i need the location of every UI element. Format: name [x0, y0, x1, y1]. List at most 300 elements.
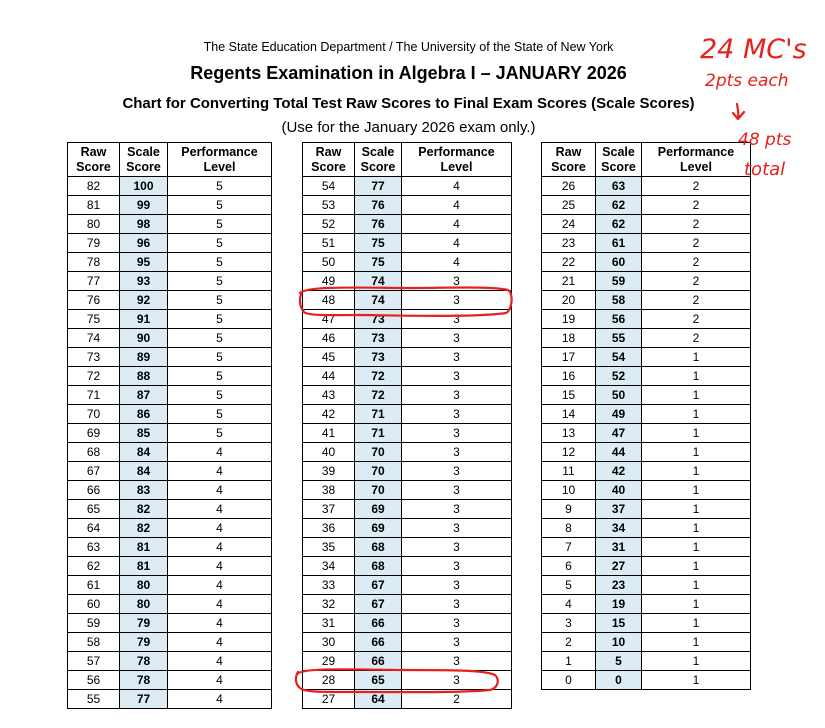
table-row — [542, 652, 751, 671]
table-row — [542, 424, 751, 443]
handwritten-note-total: total — [744, 159, 786, 180]
performance-level-cell: 3 — [402, 500, 512, 519]
scale-score-cell: 58 — [596, 291, 642, 310]
raw-score-cell: 44 — [303, 367, 355, 386]
performance-level-cell: 1 — [642, 652, 751, 671]
scale-score-cell: 71 — [355, 405, 402, 424]
table-row — [542, 614, 751, 633]
performance-level-cell: 1 — [642, 633, 751, 652]
performance-level-cell: 4 — [168, 633, 272, 652]
table-row — [303, 272, 512, 291]
table-row — [542, 196, 751, 215]
performance-level-cell: 4 — [402, 234, 512, 253]
raw-score-cell: 3 — [542, 614, 596, 633]
raw-score-cell: 82 — [68, 177, 120, 196]
scale-score-cell: 74 — [355, 291, 402, 310]
performance-level-cell: 2 — [642, 310, 751, 329]
scale-score-cell: 99 — [120, 196, 168, 215]
scale-score-cell: 15 — [596, 614, 642, 633]
table-row — [68, 462, 272, 481]
scale-score-cell: 62 — [596, 196, 642, 215]
raw-score-cell: 59 — [68, 614, 120, 633]
table-row — [303, 348, 512, 367]
scale-score-cell: 80 — [120, 576, 168, 595]
raw-score-cell: 62 — [68, 557, 120, 576]
raw-score-cell: 10 — [542, 481, 596, 500]
table-row — [303, 595, 512, 614]
handwritten-note-mcs: 24 MC's — [700, 34, 807, 65]
scale-score-cell: 78 — [120, 671, 168, 690]
table-row — [303, 652, 512, 671]
performance-level-cell: 1 — [642, 576, 751, 595]
table-row — [68, 595, 272, 614]
raw-score-cell: 63 — [68, 538, 120, 557]
raw-score-cell: 80 — [68, 215, 120, 234]
table-row — [542, 367, 751, 386]
scale-score-cell: 10 — [596, 633, 642, 652]
performance-level-cell: 1 — [642, 443, 751, 462]
scale-score-cell: 81 — [120, 538, 168, 557]
raw-score-header: Raw Score — [68, 143, 120, 177]
table-row — [68, 576, 272, 595]
table-row — [542, 405, 751, 424]
raw-score-cell: 65 — [68, 500, 120, 519]
table-row — [68, 177, 272, 196]
table-row — [303, 481, 512, 500]
table-row — [542, 253, 751, 272]
scale-score-cell: 78 — [120, 652, 168, 671]
table-row — [542, 215, 751, 234]
scale-score-cell: 56 — [596, 310, 642, 329]
table-row — [303, 177, 512, 196]
department-line: The State Education Department / The University of the State of New York — [203, 40, 614, 54]
scale-score-cell: 100 — [120, 177, 168, 196]
performance-level-cell: 4 — [168, 462, 272, 481]
scale-score-cell: 98 — [120, 215, 168, 234]
scale-score-cell: 19 — [596, 595, 642, 614]
raw-score-header: Raw Score — [542, 143, 596, 177]
table-row — [542, 538, 751, 557]
performance-level-cell: 5 — [168, 291, 272, 310]
raw-score-cell: 7 — [542, 538, 596, 557]
table-row — [68, 443, 272, 462]
table-row — [68, 386, 272, 405]
usage-note: (Use for the January 2026 exam only.) — [281, 119, 536, 136]
scale-score-cell: 74 — [355, 272, 402, 291]
raw-score-cell: 47 — [303, 310, 355, 329]
performance-level-cell: 1 — [642, 386, 751, 405]
performance-level-cell: 2 — [642, 329, 751, 348]
performance-level-cell: 1 — [642, 405, 751, 424]
chart-subtitle: Chart for Converting Total Test Raw Scores to Final Exam Scores (Scale Scores) — [122, 95, 695, 112]
scale-score-cell: 44 — [596, 443, 642, 462]
scale-score-cell: 66 — [355, 652, 402, 671]
table-row — [303, 329, 512, 348]
scale-score-cell: 96 — [120, 234, 168, 253]
raw-score-cell: 73 — [68, 348, 120, 367]
scale-score-cell: 71 — [355, 424, 402, 443]
scale-score-cell: 95 — [120, 253, 168, 272]
table-row — [542, 234, 751, 253]
table-row — [303, 386, 512, 405]
table-row — [542, 462, 751, 481]
performance-level-cell: 3 — [402, 538, 512, 557]
table-row — [68, 291, 272, 310]
raw-score-cell: 81 — [68, 196, 120, 215]
performance-level-cell: 4 — [402, 253, 512, 272]
raw-score-cell: 74 — [68, 329, 120, 348]
scale-score-cell: 79 — [120, 614, 168, 633]
scale-score-cell: 54 — [596, 348, 642, 367]
scale-score-cell: 72 — [355, 386, 402, 405]
performance-level-cell: 3 — [402, 424, 512, 443]
raw-score-cell: 22 — [542, 253, 596, 272]
performance-level-cell: 3 — [402, 481, 512, 500]
conversion-table-2 — [302, 142, 512, 709]
scale-score-cell: 69 — [355, 519, 402, 538]
table-row — [303, 291, 512, 310]
scale-score-cell: 75 — [355, 253, 402, 272]
raw-score-cell: 28 — [303, 671, 355, 690]
table-row — [303, 538, 512, 557]
table-row — [68, 652, 272, 671]
scale-score-cell: 49 — [596, 405, 642, 424]
performance-level-cell: 3 — [402, 367, 512, 386]
scale-score-cell: 76 — [355, 215, 402, 234]
performance-level-cell: 5 — [168, 329, 272, 348]
raw-score-cell: 17 — [542, 348, 596, 367]
scale-score-cell: 79 — [120, 633, 168, 652]
table-row — [68, 196, 272, 215]
raw-score-cell: 54 — [303, 177, 355, 196]
performance-level-cell: 4 — [168, 690, 272, 709]
table-row — [542, 177, 751, 196]
raw-score-cell: 40 — [303, 443, 355, 462]
scale-score-cell: 85 — [120, 424, 168, 443]
table-row — [303, 310, 512, 329]
table-row — [542, 557, 751, 576]
scale-score-cell: 70 — [355, 462, 402, 481]
scale-score-cell: 82 — [120, 500, 168, 519]
raw-score-cell: 27 — [303, 690, 355, 709]
performance-level-cell: 4 — [168, 652, 272, 671]
performance-level-cell: 5 — [168, 348, 272, 367]
table-row — [542, 671, 751, 690]
performance-level-cell: 5 — [168, 253, 272, 272]
raw-score-cell: 71 — [68, 386, 120, 405]
raw-score-cell: 5 — [542, 576, 596, 595]
scale-score-cell: 83 — [120, 481, 168, 500]
raw-score-cell: 53 — [303, 196, 355, 215]
table-row — [542, 443, 751, 462]
scale-score-cell: 66 — [355, 633, 402, 652]
performance-level-cell: 3 — [402, 557, 512, 576]
raw-score-cell: 79 — [68, 234, 120, 253]
performance-level-cell: 5 — [168, 177, 272, 196]
scale-score-cell: 90 — [120, 329, 168, 348]
scale-score-cell: 93 — [120, 272, 168, 291]
table-row — [68, 538, 272, 557]
raw-score-cell: 61 — [68, 576, 120, 595]
scale-score-cell: 91 — [120, 310, 168, 329]
scale-score-cell: 50 — [596, 386, 642, 405]
table-row — [68, 557, 272, 576]
performance-level-cell: 2 — [642, 272, 751, 291]
performance-level-cell: 3 — [402, 614, 512, 633]
table-row — [303, 519, 512, 538]
raw-score-cell: 42 — [303, 405, 355, 424]
table-row — [303, 215, 512, 234]
performance-level-cell: 1 — [642, 481, 751, 500]
table-row — [303, 234, 512, 253]
raw-score-cell: 77 — [68, 272, 120, 291]
performance-level-cell: 3 — [402, 443, 512, 462]
table-row — [542, 329, 751, 348]
performance-level-cell: 4 — [168, 595, 272, 614]
raw-score-cell: 19 — [542, 310, 596, 329]
scale-score-cell: 31 — [596, 538, 642, 557]
scale-score-cell: 40 — [596, 481, 642, 500]
performance-level-cell: 3 — [402, 386, 512, 405]
scale-score-cell: 69 — [355, 500, 402, 519]
scale-score-cell: 73 — [355, 329, 402, 348]
raw-score-cell: 2 — [542, 633, 596, 652]
table-row — [68, 329, 272, 348]
performance-level-cell: 3 — [402, 652, 512, 671]
scale-score-cell: 76 — [355, 196, 402, 215]
performance-level-cell: 1 — [642, 557, 751, 576]
performance-level-cell: 4 — [168, 538, 272, 557]
table-row — [542, 519, 751, 538]
scale-score-cell: 61 — [596, 234, 642, 253]
raw-score-cell: 20 — [542, 291, 596, 310]
raw-score-cell: 12 — [542, 443, 596, 462]
table-row — [542, 291, 751, 310]
table-row — [303, 443, 512, 462]
table-row — [68, 215, 272, 234]
performance-level-cell: 2 — [642, 234, 751, 253]
performance-level-cell: 3 — [402, 405, 512, 424]
table-row — [68, 234, 272, 253]
performance-level-cell: 3 — [402, 519, 512, 538]
raw-score-cell: 37 — [303, 500, 355, 519]
performance-level-cell: 1 — [642, 500, 751, 519]
scale-score-header: Scale Score — [120, 143, 168, 177]
table-row — [68, 405, 272, 424]
performance-level-cell: 1 — [642, 424, 751, 443]
table-row — [303, 576, 512, 595]
table-row — [68, 310, 272, 329]
scale-score-cell: 88 — [120, 367, 168, 386]
raw-score-cell: 56 — [68, 671, 120, 690]
raw-score-cell: 32 — [303, 595, 355, 614]
table-row — [542, 348, 751, 367]
scale-score-cell: 64 — [355, 690, 402, 709]
raw-score-cell: 46 — [303, 329, 355, 348]
table-row — [303, 614, 512, 633]
scale-score-cell: 66 — [355, 614, 402, 633]
raw-score-cell: 36 — [303, 519, 355, 538]
table-row — [68, 348, 272, 367]
scale-score-cell: 55 — [596, 329, 642, 348]
performance-level-cell: 4 — [168, 557, 272, 576]
table-row — [542, 310, 751, 329]
raw-score-cell: 29 — [303, 652, 355, 671]
raw-score-cell: 57 — [68, 652, 120, 671]
raw-score-cell: 38 — [303, 481, 355, 500]
performance-level-cell: 1 — [642, 595, 751, 614]
table-row — [68, 671, 272, 690]
scale-score-cell: 84 — [120, 462, 168, 481]
raw-score-cell: 9 — [542, 500, 596, 519]
scale-score-cell: 0 — [596, 671, 642, 690]
raw-score-cell: 35 — [303, 538, 355, 557]
performance-level-cell: 2 — [642, 215, 751, 234]
performance-level-cell: 1 — [642, 462, 751, 481]
raw-score-header: Raw Score — [303, 143, 355, 177]
scale-score-cell: 34 — [596, 519, 642, 538]
performance-level-cell: 4 — [168, 519, 272, 538]
raw-score-cell: 52 — [303, 215, 355, 234]
performance-level-cell: 4 — [168, 500, 272, 519]
scale-score-cell: 65 — [355, 671, 402, 690]
scale-score-header: Scale Score — [596, 143, 642, 177]
raw-score-cell: 43 — [303, 386, 355, 405]
scale-score-cell: 77 — [120, 690, 168, 709]
table-row — [303, 557, 512, 576]
performance-level-header: Performance Level — [642, 143, 751, 177]
scale-score-cell: 84 — [120, 443, 168, 462]
performance-level-cell: 4 — [402, 215, 512, 234]
performance-level-cell: 5 — [168, 234, 272, 253]
performance-level-cell: 1 — [642, 671, 751, 690]
table-row — [303, 462, 512, 481]
performance-level-cell: 4 — [168, 576, 272, 595]
scale-score-cell: 82 — [120, 519, 168, 538]
scale-score-cell: 67 — [355, 595, 402, 614]
performance-level-cell: 2 — [642, 177, 751, 196]
raw-score-cell: 15 — [542, 386, 596, 405]
table-row — [303, 500, 512, 519]
table-row — [68, 367, 272, 386]
raw-score-cell: 49 — [303, 272, 355, 291]
scale-score-header: Scale Score — [355, 143, 402, 177]
scale-score-cell: 67 — [355, 576, 402, 595]
exam-title: Regents Examination in Algebra I – JANUARY 2026 — [190, 63, 627, 83]
raw-score-cell: 41 — [303, 424, 355, 443]
table-row — [68, 272, 272, 291]
performance-level-cell: 5 — [168, 310, 272, 329]
table-row — [68, 690, 272, 709]
scale-score-cell: 62 — [596, 215, 642, 234]
performance-level-cell: 1 — [642, 614, 751, 633]
scale-score-cell: 23 — [596, 576, 642, 595]
raw-score-cell: 72 — [68, 367, 120, 386]
scale-score-cell: 92 — [120, 291, 168, 310]
scale-score-cell: 80 — [120, 595, 168, 614]
conversion-table-3 — [541, 142, 751, 690]
table-row — [68, 424, 272, 443]
performance-level-cell: 3 — [402, 291, 512, 310]
scale-score-cell: 86 — [120, 405, 168, 424]
raw-score-cell: 58 — [68, 633, 120, 652]
scale-score-cell: 70 — [355, 443, 402, 462]
performance-level-cell: 5 — [168, 424, 272, 443]
scale-score-cell: 68 — [355, 538, 402, 557]
performance-level-cell: 4 — [402, 196, 512, 215]
table-row — [542, 481, 751, 500]
table-row — [68, 481, 272, 500]
scale-score-cell: 63 — [596, 177, 642, 196]
raw-score-cell: 48 — [303, 291, 355, 310]
raw-score-cell: 25 — [542, 196, 596, 215]
raw-score-cell: 13 — [542, 424, 596, 443]
table-row — [542, 272, 751, 291]
table-row — [303, 671, 512, 690]
table-row — [68, 519, 272, 538]
raw-score-cell: 69 — [68, 424, 120, 443]
scale-score-cell: 70 — [355, 481, 402, 500]
performance-level-cell: 5 — [168, 196, 272, 215]
table-row — [68, 614, 272, 633]
raw-score-cell: 75 — [68, 310, 120, 329]
raw-score-cell: 51 — [303, 234, 355, 253]
performance-level-cell: 1 — [642, 348, 751, 367]
scale-score-cell: 77 — [355, 177, 402, 196]
performance-level-header: Performance Level — [168, 143, 272, 177]
table-row — [303, 633, 512, 652]
raw-score-cell: 23 — [542, 234, 596, 253]
scale-score-cell: 68 — [355, 557, 402, 576]
performance-level-cell: 1 — [642, 367, 751, 386]
performance-level-cell: 3 — [402, 462, 512, 481]
raw-score-cell: 31 — [303, 614, 355, 633]
table-row — [303, 405, 512, 424]
performance-level-cell: 3 — [402, 633, 512, 652]
scale-score-cell: 81 — [120, 557, 168, 576]
performance-level-cell: 5 — [168, 405, 272, 424]
scale-score-cell: 75 — [355, 234, 402, 253]
table-row — [542, 595, 751, 614]
raw-score-cell: 50 — [303, 253, 355, 272]
raw-score-cell: 34 — [303, 557, 355, 576]
raw-score-cell: 1 — [542, 652, 596, 671]
performance-level-cell: 5 — [168, 367, 272, 386]
raw-score-cell: 45 — [303, 348, 355, 367]
performance-level-cell: 2 — [642, 291, 751, 310]
performance-level-cell: 2 — [642, 253, 751, 272]
performance-level-cell: 2 — [642, 196, 751, 215]
raw-score-cell: 18 — [542, 329, 596, 348]
scale-score-cell: 60 — [596, 253, 642, 272]
scale-score-cell: 37 — [596, 500, 642, 519]
performance-level-cell: 4 — [168, 481, 272, 500]
conversion-table-1 — [67, 142, 272, 709]
table-row — [542, 633, 751, 652]
table-row — [542, 386, 751, 405]
performance-level-cell: 2 — [402, 690, 512, 709]
performance-level-cell: 3 — [402, 329, 512, 348]
raw-score-cell: 76 — [68, 291, 120, 310]
scale-score-cell: 73 — [355, 348, 402, 367]
table-row — [542, 500, 751, 519]
scale-score-cell: 42 — [596, 462, 642, 481]
performance-level-cell: 3 — [402, 348, 512, 367]
table-row — [303, 367, 512, 386]
scale-score-cell: 87 — [120, 386, 168, 405]
raw-score-cell: 8 — [542, 519, 596, 538]
performance-level-cell: 4 — [168, 671, 272, 690]
